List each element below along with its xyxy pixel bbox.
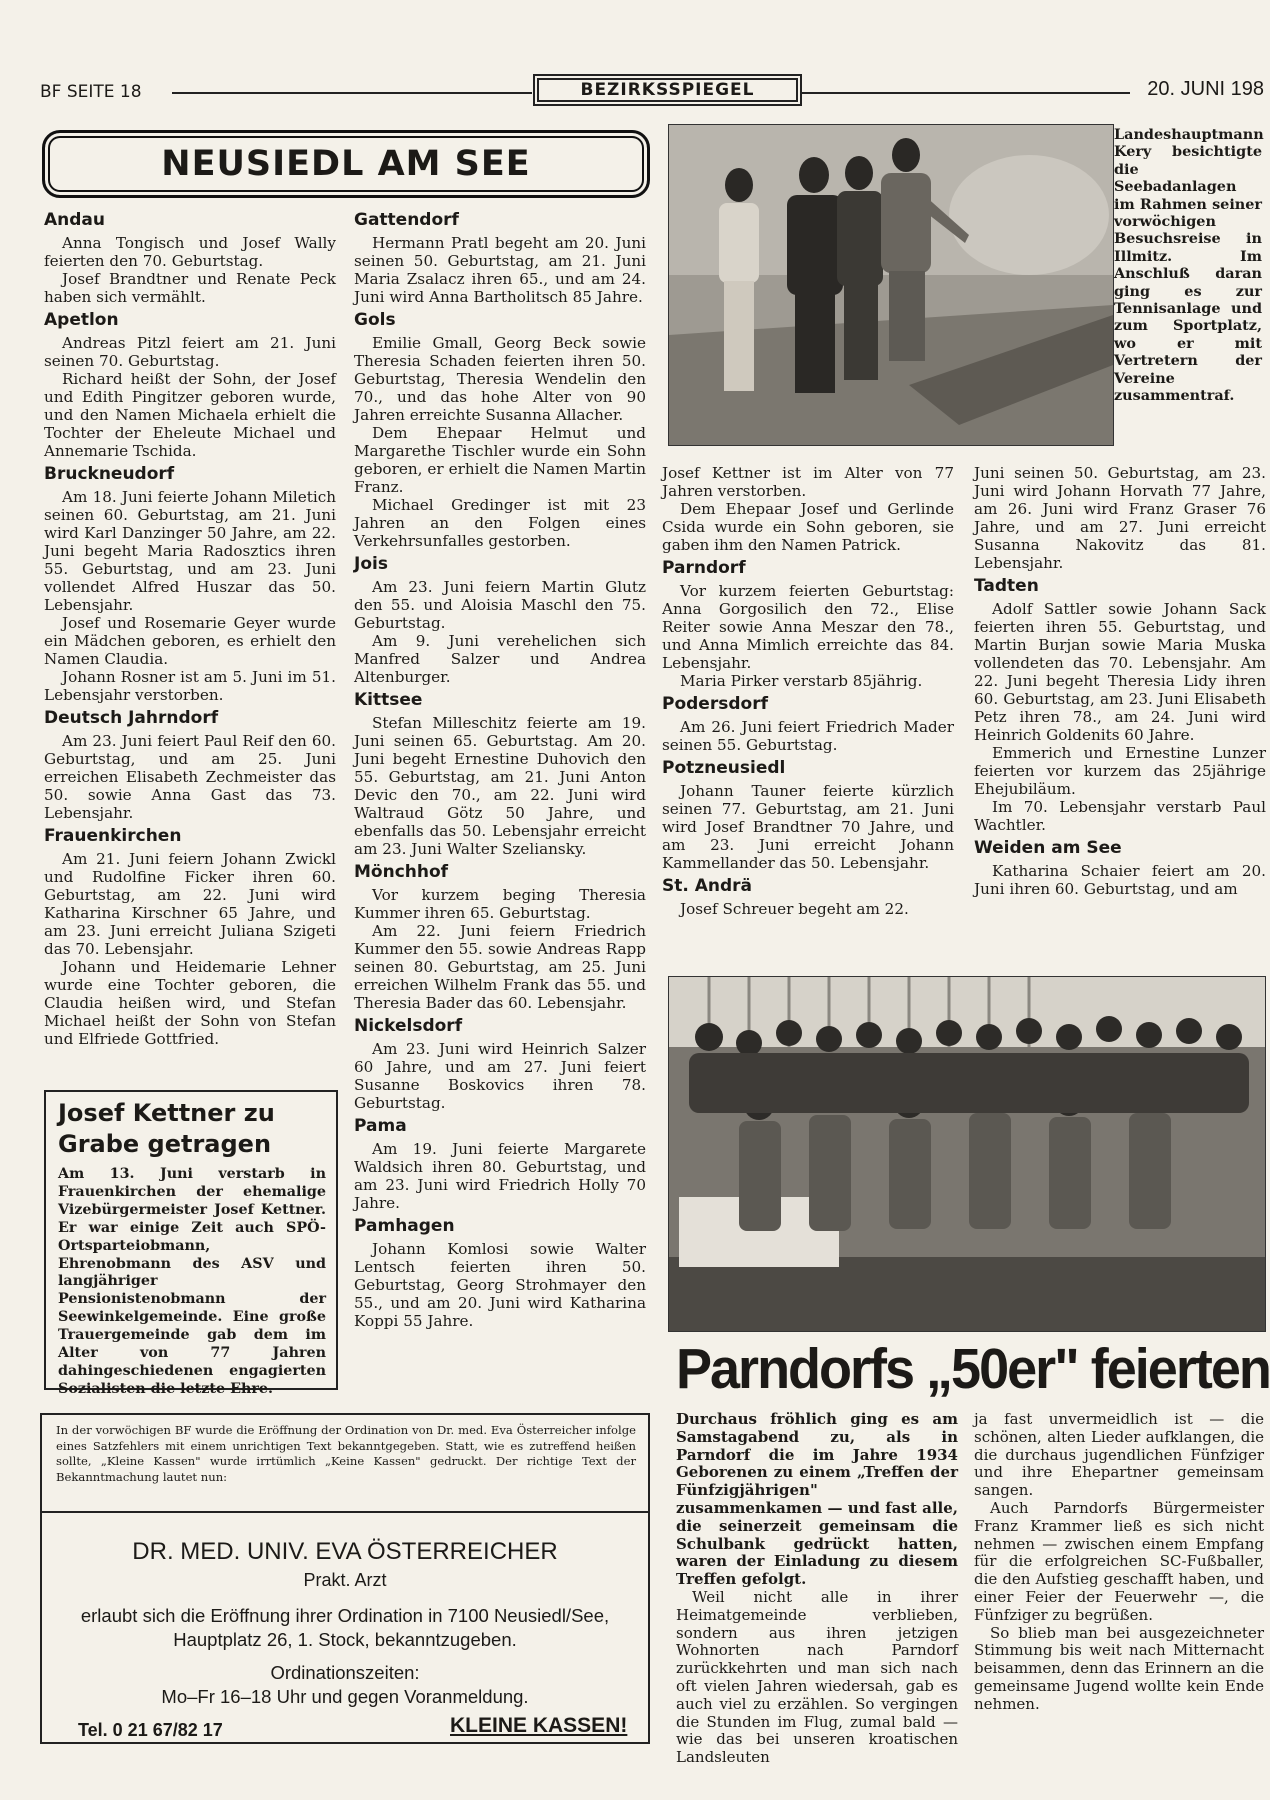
correction-text: In der vorwöchigen BF wurde die Eröffnung der Ordination von Dr. med. Eva Österreicher infolge eines Satzfehlers mit einem unrichtigen Text bekanntgegeben. Statt, wie es zutreffend heißen sollte, „Kleine Kassen" wurde irrtümlich „Keine Kassen" gedruckt. Der richtige Text der Bekanntmachung lautet nun:: [56, 1423, 636, 1484]
news-item: Vor kurzem beging Theresia Kummer ihren 65. Geburtstag.: [354, 886, 646, 922]
place-heading: Frauenkirchen: [44, 826, 182, 846]
place-heading: Podersdorf: [662, 694, 768, 714]
place-heading: Potzneusiedl: [662, 758, 786, 778]
ad-doctor-title: Prakt. Arzt: [303, 1570, 387, 1590]
news-item: Josef Kettner ist im Alter von 77 Jahren verstorben.: [662, 464, 954, 500]
doctor-advertisement: [40, 1508, 650, 1744]
news-item: Johann Tauner feierte kürzlich seinen 77. Geburtstag, am 21. Juni wird Josef Brandtner 70 Jahre, und am 23. Juni erreicht Johann Kammellander das 50. Lebensjahr.: [662, 782, 954, 872]
news-item: Am 26. Juni feiert Friedrich Mader seinen 55. Geburtstag.: [662, 718, 954, 754]
place-heading: Deutsch Jahrndorf: [44, 708, 219, 728]
place-heading: Kittsee: [354, 690, 423, 710]
place-heading: Tadten: [974, 576, 1039, 596]
article-paragraph: ja fast unvermeidlich ist — die schönen, alten Lieder aufklangen, die die durchaus jugendlichen Fünfziger und ihre Ehepartner gemeinsam sangen.: [974, 1410, 1264, 1500]
news-item: Stefan Milleschitz feierte am 19. Juni seinen 65. Geburtstag. Am 20. Juni begeht Ernestine Duhovich den 55. Geburtstag, am 21. Juni Anton Devic den 70., am 22. Juni wird Waltraud Götz 50 Jahre, und ebenfalls das 50. Lebensjahr erreicht am 23. Juni Walter Szeliansky.: [354, 714, 646, 858]
news-item: Im 70. Lebensjahr verstarb Paul Wachtler.: [974, 798, 1266, 834]
news-column-3: [662, 464, 954, 918]
news-column-4: [974, 464, 1266, 898]
news-item: Josef Schreuer begeht am 22.: [680, 900, 909, 918]
news-item: Johann Komlosi sowie Walter Lentsch feierten ihren 50. Geburtstag, Georg Strohmayer den 55., und am 20. Juni wird Katharina Koppi 55 Jahre.: [354, 1240, 646, 1330]
news-item: Michael Gredinger ist mit 23 Jahren an den Folgen eines Verkehrsunfalles gestorben.: [354, 496, 646, 550]
article-headline: Parndorfs „50er" feierten: [676, 1337, 1270, 1401]
news-item: Katharina Schaier feiert am 20. Juni ihren 60. Geburtstag, und am: [974, 862, 1266, 898]
place-heading: Gattendorf: [354, 210, 459, 230]
news-item: Anna Tongisch und Josef Wally feierten den 70. Geburtstag.: [44, 234, 336, 270]
photo-caption: Landeshauptmann Kery besichtigte die Seebadanlagen im Rahmen seiner vorwöchigen Besuchsreise in Illmitz. Im Anschluß daran ging es zur Tennisanlage und zum Sportplatz, wo er mit Vertretern der Vereine zusammentraf.: [1114, 126, 1264, 405]
district-banner: NEUSIEDL AM SEE: [42, 130, 650, 198]
correction-note: [40, 1413, 650, 1513]
header-rule-left: [172, 92, 532, 94]
place-heading: Pamhagen: [354, 1216, 455, 1236]
place-heading: Weiden am See: [974, 838, 1122, 858]
place-heading: St. Andrä: [662, 876, 753, 896]
news-column-1: [44, 206, 336, 1048]
ad-doctor-name: DR. MED. UNIV. EVA ÖSTERREICHER: [132, 1538, 558, 1565]
news-item: Am 19. Juni feierte Margarete Waldsich ihren 80. Geburtstag, und am 23. Juni wird Friedrich Holly 70 Jahre.: [354, 1140, 646, 1212]
obituary-text: Am 13. Juni verstarb in Frauenkirchen der ehemalige Vizebürgermeister Josef Kettner. Er war einige Zeit auch SPÖ-Ortsparteiobmann, Ehrenobmann des ASV und langjähriger Pensionistenobmann der Seewinkelgemeinde. Eine große Trauergemeinde gab dem im Alter von 77 Jahren dahingeschiedenen engagierten Sozialisten die letzte Ehre.: [58, 1166, 326, 1397]
article-paragraph: Weil nicht alle in ihrer Heimatgemeinde verblieben, sondern aus ihren jetzigen Wohnorten nach Parndorf zurückkehrten und man sich nach oft vielen Jahren wiedersah, gab es auch viel zu erzählen. So vergingen die Stunden im Flug, zumal bald — wie das bei unseren kroatischen Landsleuten: [676, 1587, 958, 1767]
news-item: Juni seinen 50. Geburtstag, am 23. Juni wird Johann Horvath 77 Jahre, am 26. Juni wird Franz Graser 76 Jahre, und am 27. Juni erreicht Susanna Nakovitz das 81. Lebensjahr.: [974, 464, 1266, 572]
section-badge: BEZIRKSSPIEGEL: [533, 74, 802, 106]
place-heading: Bruckneudorf: [44, 464, 175, 484]
place-heading: Andau: [44, 210, 106, 230]
news-item: Richard heißt der Sohn, der Josef und Edith Pingitzer geboren wurde, und den Namen Michaela erhielt die Tochter der Eheleute Michael und Annemarie Tschida.: [44, 370, 336, 460]
news-item: Am 9. Juni verehelichen sich Manfred Salzer und Andrea Altenburger.: [354, 632, 646, 686]
news-item: Emmerich und Ernestine Lunzer feierten vor kurzem das 25jährige Ehejubiläum.: [974, 744, 1266, 798]
place-heading: Apetlon: [44, 310, 119, 330]
issue-date: 20. JUNI 198: [1147, 78, 1264, 100]
news-item: Maria Pirker verstarb 85jährig.: [680, 672, 923, 690]
news-item: Am 21. Juni feiern Johann Zwickl und Rudolfine Ficker ihren 60. Geburtstag, am 22. Juni wird Katharina Kirschner 65 Jahre, und am 23. Juni erreicht Juliana Szigeti das 70. Lebensjahr.: [44, 850, 336, 958]
ad-announcement: erlaubt sich die Eröffnung ihrer Ordination in 7100 Neusiedl/See, Hauptplatz 26, 1. Stock, bekanntzugeben.: [80, 1605, 610, 1650]
news-item: Josef und Rosemarie Geyer wurde ein Mädchen geboren, es erhielt den Namen Claudia.: [44, 614, 336, 668]
news-item: Am 18. Juni feierte Johann Miletich seinen 60. Geburtstag, am 21. Juni wird Karl Danzinger 50 Jahre, am 22. Juni begeht Maria Radosztics ihren 55. Geburtstag, und am 23. Juni vollendet Alfred Huszar das 50. Lebensjahr.: [44, 488, 336, 614]
obituary-title: Josef Kettner zu Grabe getragen: [58, 1099, 275, 1158]
governor-visit-photo: [668, 124, 1114, 446]
place-heading: Parndorf: [662, 558, 746, 578]
news-item: Hermann Pratl begeht am 20. Juni seinen 50. Geburtstag, am 21. Juni Maria Zsalacz ihren 65., und am 24. Juni wird Anna Bartholitsch 85 Jahre.: [354, 234, 646, 306]
news-item: Emilie Gmall, Georg Beck sowie Theresia Schaden feierten ihren 50. Geburtstag, Theresia Wendelin den 70., und das hohe Alter von 90 Jahren erreichte Susanna Allacher.: [354, 334, 646, 424]
news-item: Am 23. Juni feiern Martin Glutz den 55. und Aloisia Maschl den 75. Geburtstag.: [354, 578, 646, 632]
ad-phone: Tel. 0 21 67/82 17: [78, 1720, 223, 1740]
news-item: Johann Rosner ist am 5. Juni im 51. Lebensjahr verstorben.: [44, 668, 336, 704]
ad-hours: Mo–Fr 16–18 Uhr und gegen Voranmeldung.: [161, 1686, 529, 1707]
obituary-box: [44, 1090, 338, 1397]
news-item: Johann und Heidemarie Lehner wurde eine Tochter geboren, die Claudia heißen wird, und Stefan Michael heißt der Sohn von Stefan und Elfriede Gottfried.: [44, 958, 336, 1048]
ad-hours-title: Ordinationszeiten:: [270, 1662, 420, 1683]
news-item: Josef Brandtner und Renate Peck haben sich vermählt.: [44, 270, 336, 306]
group-photo: [668, 976, 1266, 1332]
article-paragraph: Auch Parndorfs Bürgermeister Franz Krammer ließ es sich nicht nehmen — zwischen einem Empfang für die erfolgreichen SC-Fußballer, die den Aufstieg geschafft haben, und einer Feier der Feuerwehr —, die Fünfziger zu begrüßen.: [974, 1498, 1264, 1624]
ad-kleine-kassen: KLEINE KASSEN!: [450, 1714, 628, 1737]
place-heading: Pama: [354, 1116, 407, 1136]
news-item: Am 23. Juni wird Heinrich Salzer 60 Jahre, und am 27. Juni feiert Susanne Boskovics ihren 78. Geburtstag.: [354, 1040, 646, 1112]
place-heading: Jois: [354, 554, 388, 574]
news-item: Vor kurzem feierten Geburtstag: Anna Gorgosilich den 72., Elise Reiter sowie Anna Meszar den 78., und Anna Mimlich erreichte das 84. Lebensjahr.: [662, 582, 954, 672]
place-heading: Gols: [354, 310, 396, 330]
place-heading: Nickelsdorf: [354, 1016, 463, 1036]
news-item: Adolf Sattler sowie Johann Sack feierten ihren 55. Geburtstag, und Martin Burjan sowie Maria Muska vollendeten das 70. Lebensjahr. Am 22. Juni begeht Theresia Lidy ihren 60. Geburtstag, am 23. Juni Elisabeth Petz ihren 78., am 24. Juni wird Heinrich Goldenits 60 Jahre.: [974, 600, 1266, 744]
header-rule-right: [800, 92, 1130, 94]
news-item: Am 22. Juni feiern Friedrich Kummer den 55. sowie Andreas Rapp seinen 80. Geburtstag, am 25. Juni erreichen Wilhelm Frank das 55. und Theresia Bader das 60. Lebensjahr.: [354, 922, 646, 1012]
article-column-left: [676, 1411, 958, 1767]
governor-visit-illustration: [669, 125, 1113, 445]
news-column-2: [354, 206, 646, 1330]
group-photo-illustration: [669, 977, 1265, 1331]
news-item: Dem Ehepaar Helmut und Margarethe Tischler wurde ein Sohn geboren, er erhielt die Namen Martin Franz.: [354, 424, 646, 496]
article-lead: Durchaus fröhlich ging es am Samstagabend zu, als in Parndorf die im Jahre 1934 Geborenen zu einem „Treffen der Fünfzigjährigen" zusammenkamen — und fast alle, die seinerzeit gemeinsam die Schulbank gedrückt hatten, waren der Einladung zu diesem Treffen gefolgt.: [676, 1410, 958, 1589]
news-item: Dem Ehepaar Josef und Gerlinde Csida wurde ein Sohn geboren, sie gaben ihm den Namen Patrick.: [662, 500, 954, 554]
article-paragraph: So blieb man bei ausgezeichneter Stimmung bis weit nach Mitternacht beisammen, denn das Erinnern an die gemeinsame Jugend wollte kein Ende nehmen.: [974, 1623, 1264, 1713]
news-item: Am 23. Juni feiert Paul Reif den 60. Geburtstag, und am 25. Juni erreichen Elisabeth Zechmeister das 50. sowie Anna Gast das 73. Lebensjahr.: [44, 732, 336, 822]
place-heading: Mönchhof: [354, 862, 449, 882]
news-item: Andreas Pitzl feiert am 21. Juni seinen 70. Geburtstag.: [44, 334, 336, 370]
article-column-right: [974, 1411, 1264, 1714]
page-number: BF SEITE 18: [40, 82, 142, 102]
